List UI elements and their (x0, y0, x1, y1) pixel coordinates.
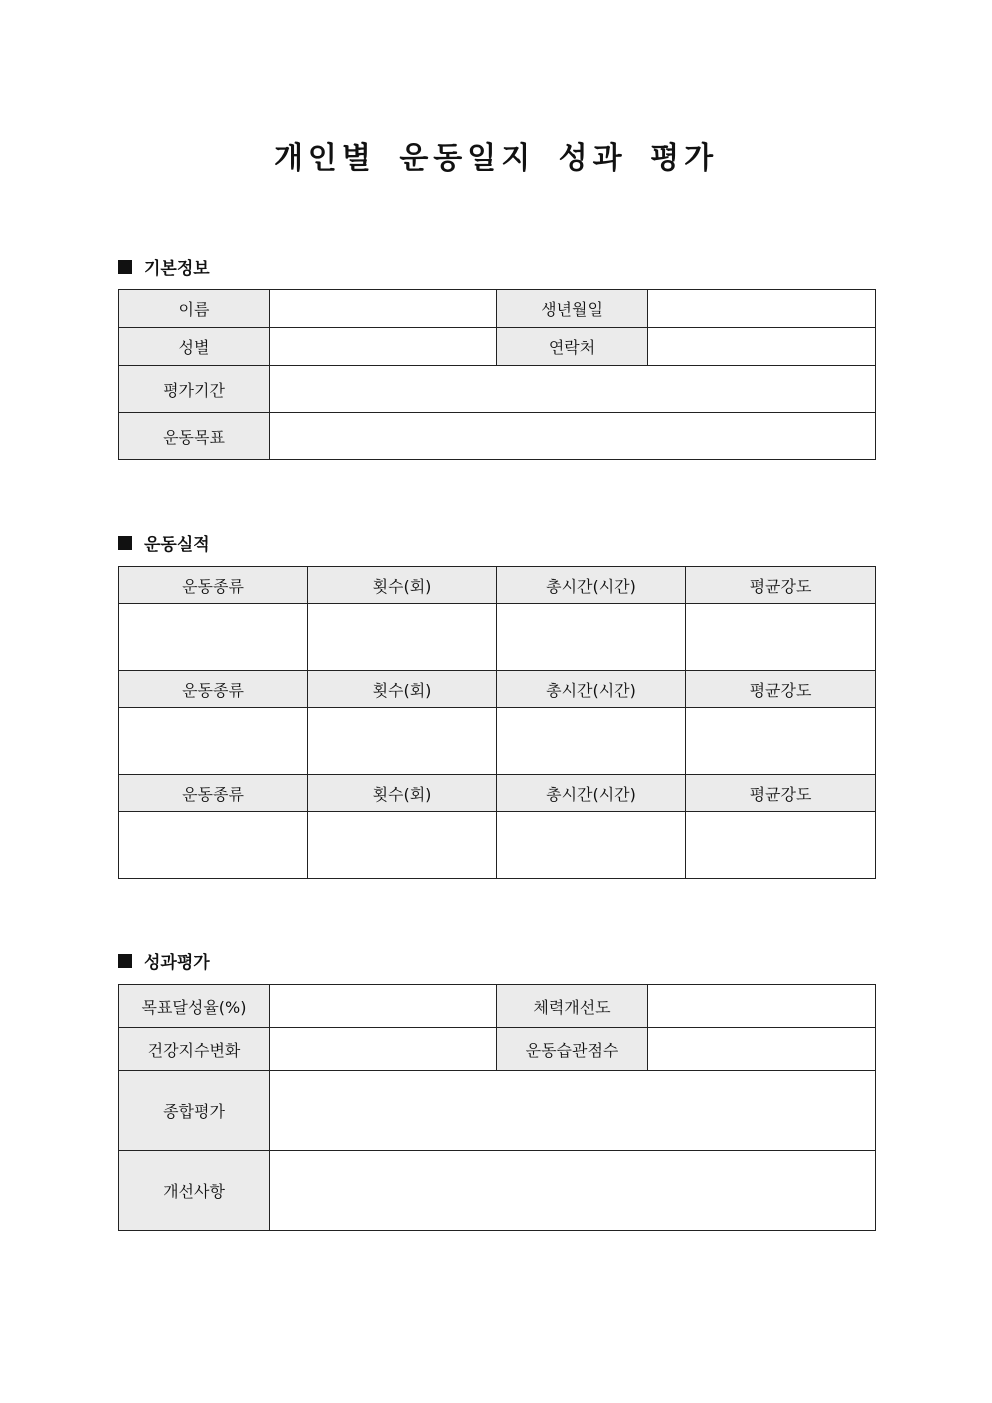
evaluation-table (118, 984, 876, 1231)
avg-intensity-header: 평균강도 (686, 567, 876, 604)
habit-score-field[interactable] (648, 1028, 876, 1071)
exercise-type-header: 운동종류 (119, 775, 308, 812)
section-heading-evaluation (118, 948, 210, 973)
overall-label: 종합평가 (119, 1071, 270, 1151)
avg-intensity-header: 평균강도 (686, 671, 876, 708)
table-row (119, 1028, 876, 1071)
section-heading-basic (118, 254, 210, 279)
total-time-header: 총시간(시간) (497, 671, 686, 708)
square-bullet-icon (118, 260, 132, 274)
page-title: 개인별 운동일지 성과 평가 (273, 141, 719, 176)
period-label: 평가기간 (119, 366, 270, 413)
fitness-field[interactable] (648, 985, 876, 1028)
avg-intensity-field[interactable] (686, 604, 876, 671)
count-field[interactable] (308, 604, 497, 671)
table-header-row (119, 567, 876, 604)
exercise-type-header: 운동종류 (119, 567, 308, 604)
birth-label: 생년월일 (497, 290, 648, 328)
count-header: 횟수(회) (308, 671, 497, 708)
fitness-label: 체력개선도 (497, 985, 648, 1028)
improvement-field[interactable] (270, 1151, 876, 1231)
contact-field[interactable] (648, 328, 876, 366)
contact-label: 연락처 (497, 328, 648, 366)
section-heading-label: 운동실적 (144, 535, 210, 555)
total-time-field[interactable] (497, 708, 686, 775)
count-field[interactable] (308, 708, 497, 775)
health-index-field[interactable] (270, 1028, 497, 1071)
gender-label: 성별 (119, 328, 270, 366)
table-row (119, 1071, 876, 1151)
total-time-field[interactable] (497, 604, 686, 671)
total-time-header: 총시간(시간) (497, 775, 686, 812)
table-header-row (119, 671, 876, 708)
birth-field[interactable] (648, 290, 876, 328)
avg-intensity-field[interactable] (686, 708, 876, 775)
square-bullet-icon (118, 536, 132, 550)
exercise-type-field[interactable] (119, 812, 308, 879)
section-heading-record (118, 530, 210, 555)
basic-info-table (118, 289, 876, 460)
exercise-type-header: 운동종류 (119, 671, 308, 708)
name-label: 이름 (119, 290, 270, 328)
count-header: 횟수(회) (308, 775, 497, 812)
table-row (119, 985, 876, 1028)
goal-field[interactable] (270, 413, 876, 460)
table-row (119, 328, 876, 366)
table-row (119, 604, 876, 671)
table-row (119, 290, 876, 328)
count-field[interactable] (308, 812, 497, 879)
health-index-label: 건강지수변화 (119, 1028, 270, 1071)
name-field[interactable] (270, 290, 497, 328)
total-time-header: 총시간(시간) (497, 567, 686, 604)
gender-field[interactable] (270, 328, 497, 366)
section-heading-label: 기본정보 (144, 259, 210, 279)
exercise-type-field[interactable] (119, 604, 308, 671)
table-row (119, 812, 876, 879)
total-time-field[interactable] (497, 812, 686, 879)
avg-intensity-header: 평균강도 (686, 775, 876, 812)
goal-label: 운동목표 (119, 413, 270, 460)
goal-rate-label: 목표달성율(%) (119, 985, 270, 1028)
improvement-label: 개선사항 (119, 1151, 270, 1231)
section-heading-label: 성과평가 (144, 953, 210, 973)
table-row (119, 1151, 876, 1231)
table-header-row (119, 775, 876, 812)
goal-rate-field[interactable] (270, 985, 497, 1028)
period-field[interactable] (270, 366, 876, 413)
exercise-record-table (118, 566, 876, 879)
table-row (119, 708, 876, 775)
square-bullet-icon (118, 954, 132, 968)
table-row (119, 413, 876, 460)
exercise-type-field[interactable] (119, 708, 308, 775)
habit-score-label: 운동습관점수 (497, 1028, 648, 1071)
count-header: 횟수(회) (308, 567, 497, 604)
avg-intensity-field[interactable] (686, 812, 876, 879)
table-row (119, 366, 876, 413)
overall-field[interactable] (270, 1071, 876, 1151)
